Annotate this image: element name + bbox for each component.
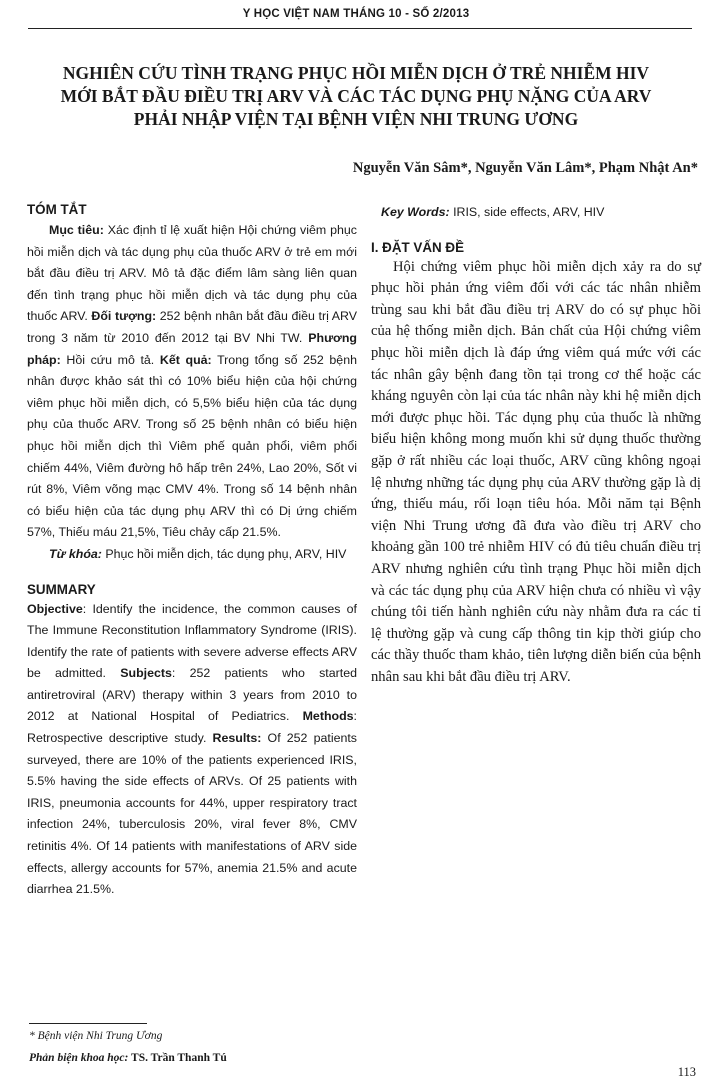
methods-label-en: Methods bbox=[302, 709, 354, 724]
subjects-label-vi: Đối tượng: bbox=[91, 309, 157, 324]
article-title bbox=[30, 62, 682, 131]
title-line-3: PHẢI NHẬP VIỆN TẠI BỆNH VIỆN NHI TRUNG ƯƠNG bbox=[133, 109, 579, 129]
results-text-vi: Trong tổng số 252 bệnh nhân được khảo sát thì có 10% biểu hiện của hội chứng viêm phục hồi miễn dịch, có 5,5% biểu hiện của tác dụng phụ của thuốc ARV. Trong số 25 bệnh nhân có biểu hiện phục hồi miễn dịch thì Viêm phế quản phổi, viêm phổi chiếm 44%, Viêm đường hô hấp trên 24%, Lao 20%, Sốt vi rút 8%, Viêm võng mạc CMV 4%. Trong số 14 bệnh nhân có biểu hiện của tác dụng phụ ARV thì có Dị ứng chiếm 57%, Thiếu máu 21,5%, Tiêu chảy cấp 21.5%. bbox=[27, 352, 357, 540]
subjects-text-vi: 252 bệnh nhân bắt đầu điều trị ARV trong 3 năm từ 2010 đến 2012 tại BV Nhi TW. bbox=[27, 309, 358, 345]
title-line-1: NGHIÊN CỨU TÌNH TRẠNG PHỤC HỒI MIỄN DỊCH Ở TRẺ NHIỄM HIV bbox=[62, 63, 650, 83]
summary-heading: SUMMARY bbox=[27, 581, 96, 597]
subjects-label-en: Subjects bbox=[120, 666, 172, 681]
page-number: 113 bbox=[677, 1065, 696, 1079]
objective-label-en: Objective bbox=[27, 601, 83, 616]
methods-label-vi: Phương pháp: bbox=[27, 330, 357, 367]
reviewer-name: TS. Trần Thanh Tú bbox=[128, 1052, 227, 1064]
results-label-vi: Kết quả: bbox=[159, 352, 212, 367]
results-text-en: Of 252 patients surveyed, there are 10% of the patients experienced IRIS, 5.5% having the side effects of ARVs. Of 25 patients with IRIS, pneumonia accounts for 44%, upper respiratory tract infection 24%, tuberculosis 20%, viral fever 8%, CMV retinitis 4%. Of 14 patients with manifestations of ARV side effects, allergy accounts for 57%, anemia 21.5% and acute diarrhea 21.5%. bbox=[27, 731, 357, 897]
introduction-heading: I. ĐẶT VẤN ĐỀ bbox=[371, 239, 464, 255]
right-column bbox=[371, 202, 701, 688]
abstract-vi bbox=[27, 220, 357, 544]
keywords-label-vi: Từ khóa: bbox=[49, 546, 102, 561]
objective-label-vi: Mục tiêu: bbox=[49, 223, 104, 237]
methods-text-en: : Retrospective descriptive study. bbox=[27, 709, 357, 746]
title-line-2: MỚI BẮT ĐẦU ĐIỀU TRỊ ARV VÀ CÁC TÁC DỤNG PHỤ NẶNG CỦA ARV bbox=[60, 86, 652, 106]
introduction-text: Hội chứng viêm phục hồi miễn dịch xảy ra do sự phục hồi phản ứng viêm đối với các tác nhân nhiễm trùng sau khi bắt đầu điều trị ARV do có sự phục hồi của hệ thống miễn dịch. Bản chất của Hội chứng viêm phục hồi miễn dịch là đáp ứng viêm quá mức với các tác nhân gây bệnh đang tồn tại trong cơ thể hoặc các kháng nguyên còn lại của tác nhân này khi hệ miễn dịch mới được phục hồi. Tác dụng phụ của thuốc là những biểu hiện không mong muốn khi sử dụng thuốc thường gặp ở rất nhiều các loại thuốc, ARV cũng không ngoại lệ nhưng những tác dụng phụ của ARV thường gặp là dị ứng, thiếu máu, rối loạn tiêu hóa. Mỗi năm tại Bệnh viện Nhi Trung ương đã đưa vào điều trị ARV cho khoảng gần 100 trẻ nhiễm HIV có đủ tiêu chuẩn điều trị ARV nhưng nghiên cứu tình trạng Phục hồi miễn dịch và các tác dụng phụ của ARV hiện chưa có nhiều vì vậy chúng tôi tiến hành nghiên cứu này nhằm đưa ra các tỉ lệ thường gặp và cung cấp thông tin kịp thời giúp cho các thầy thuốc tham khảo, tiên lượng diễn biến của bệnh nhân sau khi bắt đầu điều trị ARV. bbox=[371, 258, 701, 685]
keywords-text-en: IRIS, side effects, ARV, HIV bbox=[449, 205, 605, 219]
keywords-text-vi: Phục hồi miễn dịch, tác dụng phụ, ARV, HIV bbox=[101, 546, 347, 561]
results-label-en: Results: bbox=[212, 731, 262, 746]
footnote-divider bbox=[29, 1023, 147, 1024]
abstract-heading-vi: TÓM TẮT bbox=[27, 202, 87, 217]
summary-text-start bbox=[27, 599, 357, 901]
methods-text-vi: Hồi cứu mô tả. bbox=[60, 352, 160, 367]
keywords-en bbox=[371, 202, 701, 224]
subjects-text-en: : 252 patients who started antiretroviral (ARV) therapy within 3 years from 2010 to 2012 at National Hospital of Pediatrics. bbox=[27, 666, 357, 724]
reviewer-footnote bbox=[29, 1052, 359, 1064]
objective-text-en: : Identify the incidence, the common causes of The Immune Reconstitution Inflammatory Syndrome (IRIS). Identify the rate of patients with severe adverse effects ARV be admitted. bbox=[27, 601, 357, 681]
left-column bbox=[27, 202, 357, 901]
header-divider bbox=[28, 28, 692, 29]
keywords-label-en: Key Words: bbox=[381, 205, 450, 219]
keywords-vi bbox=[27, 544, 357, 566]
running-header: Y HỌC VIỆT NAM THÁNG 10 - SỐ 2/2013 bbox=[242, 8, 470, 20]
objective-text-vi: Xác định tỉ lệ xuất hiện Hội chứng viêm phục hồi miễn dịch và tác dụng phụ của thuốc ARV ở trẻ em mới bắt đầu điều trị ARV. Mô tả đặc điểm lâm sàng liên quan đến tình trạng phục hồi miễn dịch và tác dụng phụ của thuốc ARV. bbox=[27, 223, 357, 324]
affiliation-footnote: * Bệnh viện Nhi Trung Ương bbox=[29, 1030, 163, 1042]
authors: Nguyễn Văn Sâm*, Nguyễn Văn Lâm*, Phạm Nhật An* bbox=[352, 160, 698, 176]
reviewer-label: Phản biện khoa học: bbox=[29, 1052, 129, 1064]
